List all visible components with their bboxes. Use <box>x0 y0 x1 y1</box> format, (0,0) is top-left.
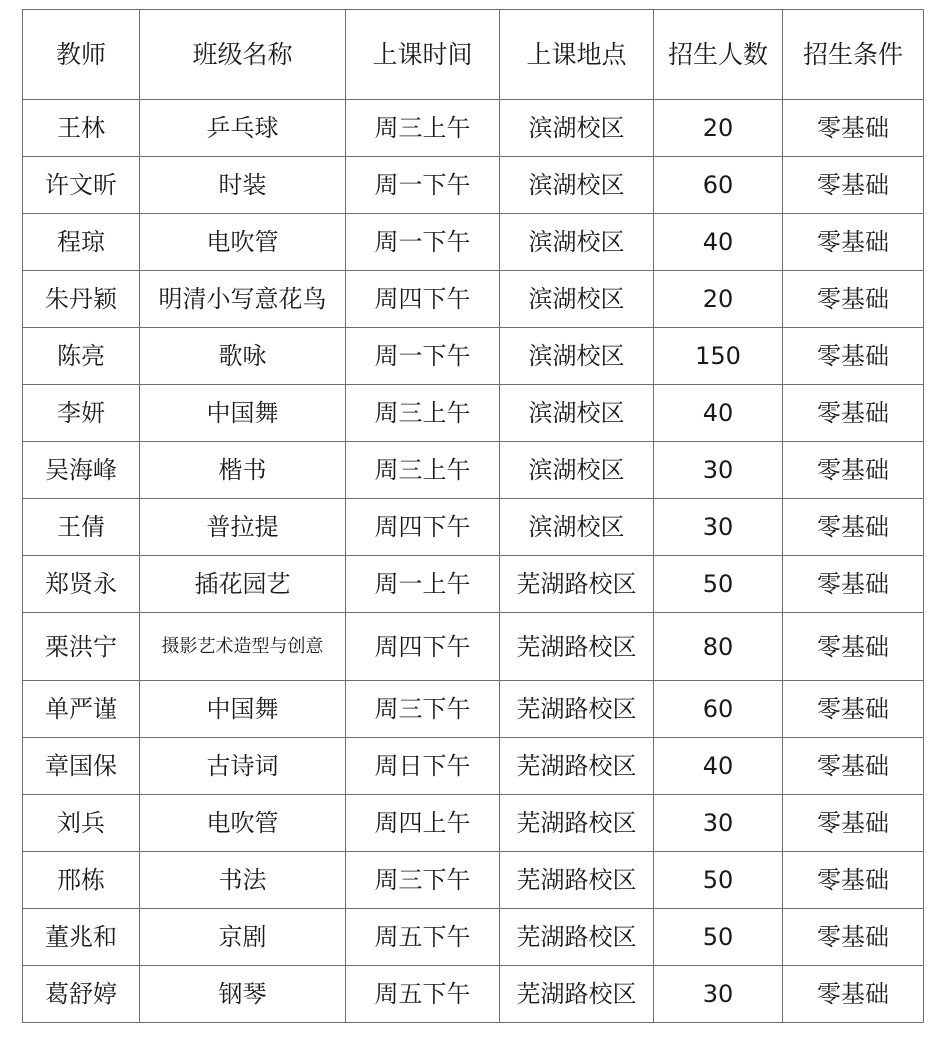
cell-teacher: 王林 <box>23 100 140 157</box>
cell-class-time: 周五下午 <box>346 909 500 966</box>
header-class-location: 上课地点 <box>500 10 654 100</box>
cell-enrollment: 20 <box>654 100 783 157</box>
cell-class-time: 周四下午 <box>346 499 500 556</box>
cell-requirement: 零基础 <box>783 966 924 1023</box>
cell-class-name: 时装 <box>140 157 346 214</box>
header-teacher: 教师 <box>23 10 140 100</box>
cell-class-time: 周四下午 <box>346 613 500 681</box>
cell-requirement: 零基础 <box>783 214 924 271</box>
cell-requirement: 零基础 <box>783 613 924 681</box>
cell-class-name: 乒乓球 <box>140 100 346 157</box>
cell-class-location: 芜湖路校区 <box>500 852 654 909</box>
header-class-time: 上课时间 <box>346 10 500 100</box>
cell-enrollment: 60 <box>654 681 783 738</box>
cell-class-location: 滨湖校区 <box>500 328 654 385</box>
cell-enrollment: 40 <box>654 385 783 442</box>
cell-class-time: 周五下午 <box>346 966 500 1023</box>
cell-requirement: 零基础 <box>783 385 924 442</box>
cell-class-location: 芜湖路校区 <box>500 966 654 1023</box>
cell-enrollment: 40 <box>654 738 783 795</box>
cell-class-time: 周一下午 <box>346 157 500 214</box>
cell-class-name: 电吹管 <box>140 795 346 852</box>
cell-enrollment: 30 <box>654 966 783 1023</box>
cell-class-name: 普拉提 <box>140 499 346 556</box>
cell-class-name: 楷书 <box>140 442 346 499</box>
cell-enrollment: 30 <box>654 499 783 556</box>
table-row <box>23 271 924 328</box>
cell-class-location: 芜湖路校区 <box>500 738 654 795</box>
table-row <box>23 613 924 681</box>
cell-requirement: 零基础 <box>783 738 924 795</box>
header-row <box>23 10 924 100</box>
cell-class-time: 周日下午 <box>346 738 500 795</box>
table-row <box>23 385 924 442</box>
course-table <box>22 9 924 1023</box>
cell-enrollment: 20 <box>654 271 783 328</box>
cell-class-name: 钢琴 <box>140 966 346 1023</box>
cell-teacher: 程琼 <box>23 214 140 271</box>
cell-teacher: 李妍 <box>23 385 140 442</box>
cell-class-time: 周一上午 <box>346 556 500 613</box>
cell-requirement: 零基础 <box>783 681 924 738</box>
table-row <box>23 966 924 1023</box>
cell-enrollment: 50 <box>654 852 783 909</box>
cell-requirement: 零基础 <box>783 442 924 499</box>
cell-class-time: 周三上午 <box>346 385 500 442</box>
cell-enrollment: 30 <box>654 795 783 852</box>
cell-teacher: 朱丹颖 <box>23 271 140 328</box>
cell-teacher: 邢栋 <box>23 852 140 909</box>
cell-class-location: 滨湖校区 <box>500 271 654 328</box>
cell-class-location: 滨湖校区 <box>500 214 654 271</box>
cell-class-location: 芜湖路校区 <box>500 909 654 966</box>
table-row <box>23 852 924 909</box>
cell-enrollment: 80 <box>654 613 783 681</box>
cell-class-location: 滨湖校区 <box>500 385 654 442</box>
cell-enrollment: 50 <box>654 556 783 613</box>
cell-class-time: 周三下午 <box>346 681 500 738</box>
cell-requirement: 零基础 <box>783 100 924 157</box>
cell-teacher: 章国保 <box>23 738 140 795</box>
cell-class-name: 书法 <box>140 852 346 909</box>
cell-requirement: 零基础 <box>783 499 924 556</box>
table-row <box>23 157 924 214</box>
table-row <box>23 681 924 738</box>
cell-class-location: 芜湖路校区 <box>500 795 654 852</box>
cell-requirement: 零基础 <box>783 328 924 385</box>
cell-class-location: 芜湖路校区 <box>500 613 654 681</box>
cell-enrollment: 150 <box>654 328 783 385</box>
cell-class-location: 芜湖路校区 <box>500 681 654 738</box>
header-requirement: 招生条件 <box>783 10 924 100</box>
table-row <box>23 328 924 385</box>
cell-requirement: 零基础 <box>783 909 924 966</box>
table-row <box>23 214 924 271</box>
cell-class-time: 周三上午 <box>346 442 500 499</box>
table-row <box>23 909 924 966</box>
table-row <box>23 499 924 556</box>
cell-class-name: 明清小写意花鸟 <box>140 271 346 328</box>
cell-class-time: 周三上午 <box>346 100 500 157</box>
cell-requirement: 零基础 <box>783 556 924 613</box>
cell-class-time: 周一下午 <box>346 328 500 385</box>
cell-class-location: 滨湖校区 <box>500 499 654 556</box>
header-class-name: 班级名称 <box>140 10 346 100</box>
cell-class-name: 中国舞 <box>140 681 346 738</box>
cell-enrollment: 60 <box>654 157 783 214</box>
cell-teacher: 董兆和 <box>23 909 140 966</box>
cell-class-name: 插花园艺 <box>140 556 346 613</box>
cell-class-name: 摄影艺术造型与创意 <box>140 613 346 681</box>
cell-teacher: 单严谨 <box>23 681 140 738</box>
cell-requirement: 零基础 <box>783 795 924 852</box>
cell-class-location: 芜湖路校区 <box>500 556 654 613</box>
cell-teacher: 许文昕 <box>23 157 140 214</box>
cell-class-name: 电吹管 <box>140 214 346 271</box>
cell-class-location: 滨湖校区 <box>500 157 654 214</box>
cell-requirement: 零基础 <box>783 271 924 328</box>
cell-class-time: 周一下午 <box>346 214 500 271</box>
cell-class-name: 京剧 <box>140 909 346 966</box>
cell-class-time: 周四下午 <box>346 271 500 328</box>
table-row <box>23 795 924 852</box>
cell-class-time: 周四上午 <box>346 795 500 852</box>
cell-class-location: 滨湖校区 <box>500 442 654 499</box>
table-container <box>22 9 924 1023</box>
cell-requirement: 零基础 <box>783 157 924 214</box>
cell-class-name: 歌咏 <box>140 328 346 385</box>
cell-class-time: 周三下午 <box>346 852 500 909</box>
cell-class-name: 中国舞 <box>140 385 346 442</box>
cell-enrollment: 40 <box>654 214 783 271</box>
cell-class-name: 古诗词 <box>140 738 346 795</box>
cell-class-location: 滨湖校区 <box>500 100 654 157</box>
cell-teacher: 陈亮 <box>23 328 140 385</box>
table-row <box>23 556 924 613</box>
cell-requirement: 零基础 <box>783 852 924 909</box>
cell-enrollment: 30 <box>654 442 783 499</box>
header-enrollment: 招生人数 <box>654 10 783 100</box>
cell-teacher: 刘兵 <box>23 795 140 852</box>
table-row <box>23 100 924 157</box>
cell-teacher: 王倩 <box>23 499 140 556</box>
table-row <box>23 738 924 795</box>
cell-teacher: 吴海峰 <box>23 442 140 499</box>
cell-teacher: 栗洪宁 <box>23 613 140 681</box>
table-row <box>23 442 924 499</box>
cell-teacher: 郑贤永 <box>23 556 140 613</box>
cell-teacher: 葛舒婷 <box>23 966 140 1023</box>
cell-enrollment: 50 <box>654 909 783 966</box>
